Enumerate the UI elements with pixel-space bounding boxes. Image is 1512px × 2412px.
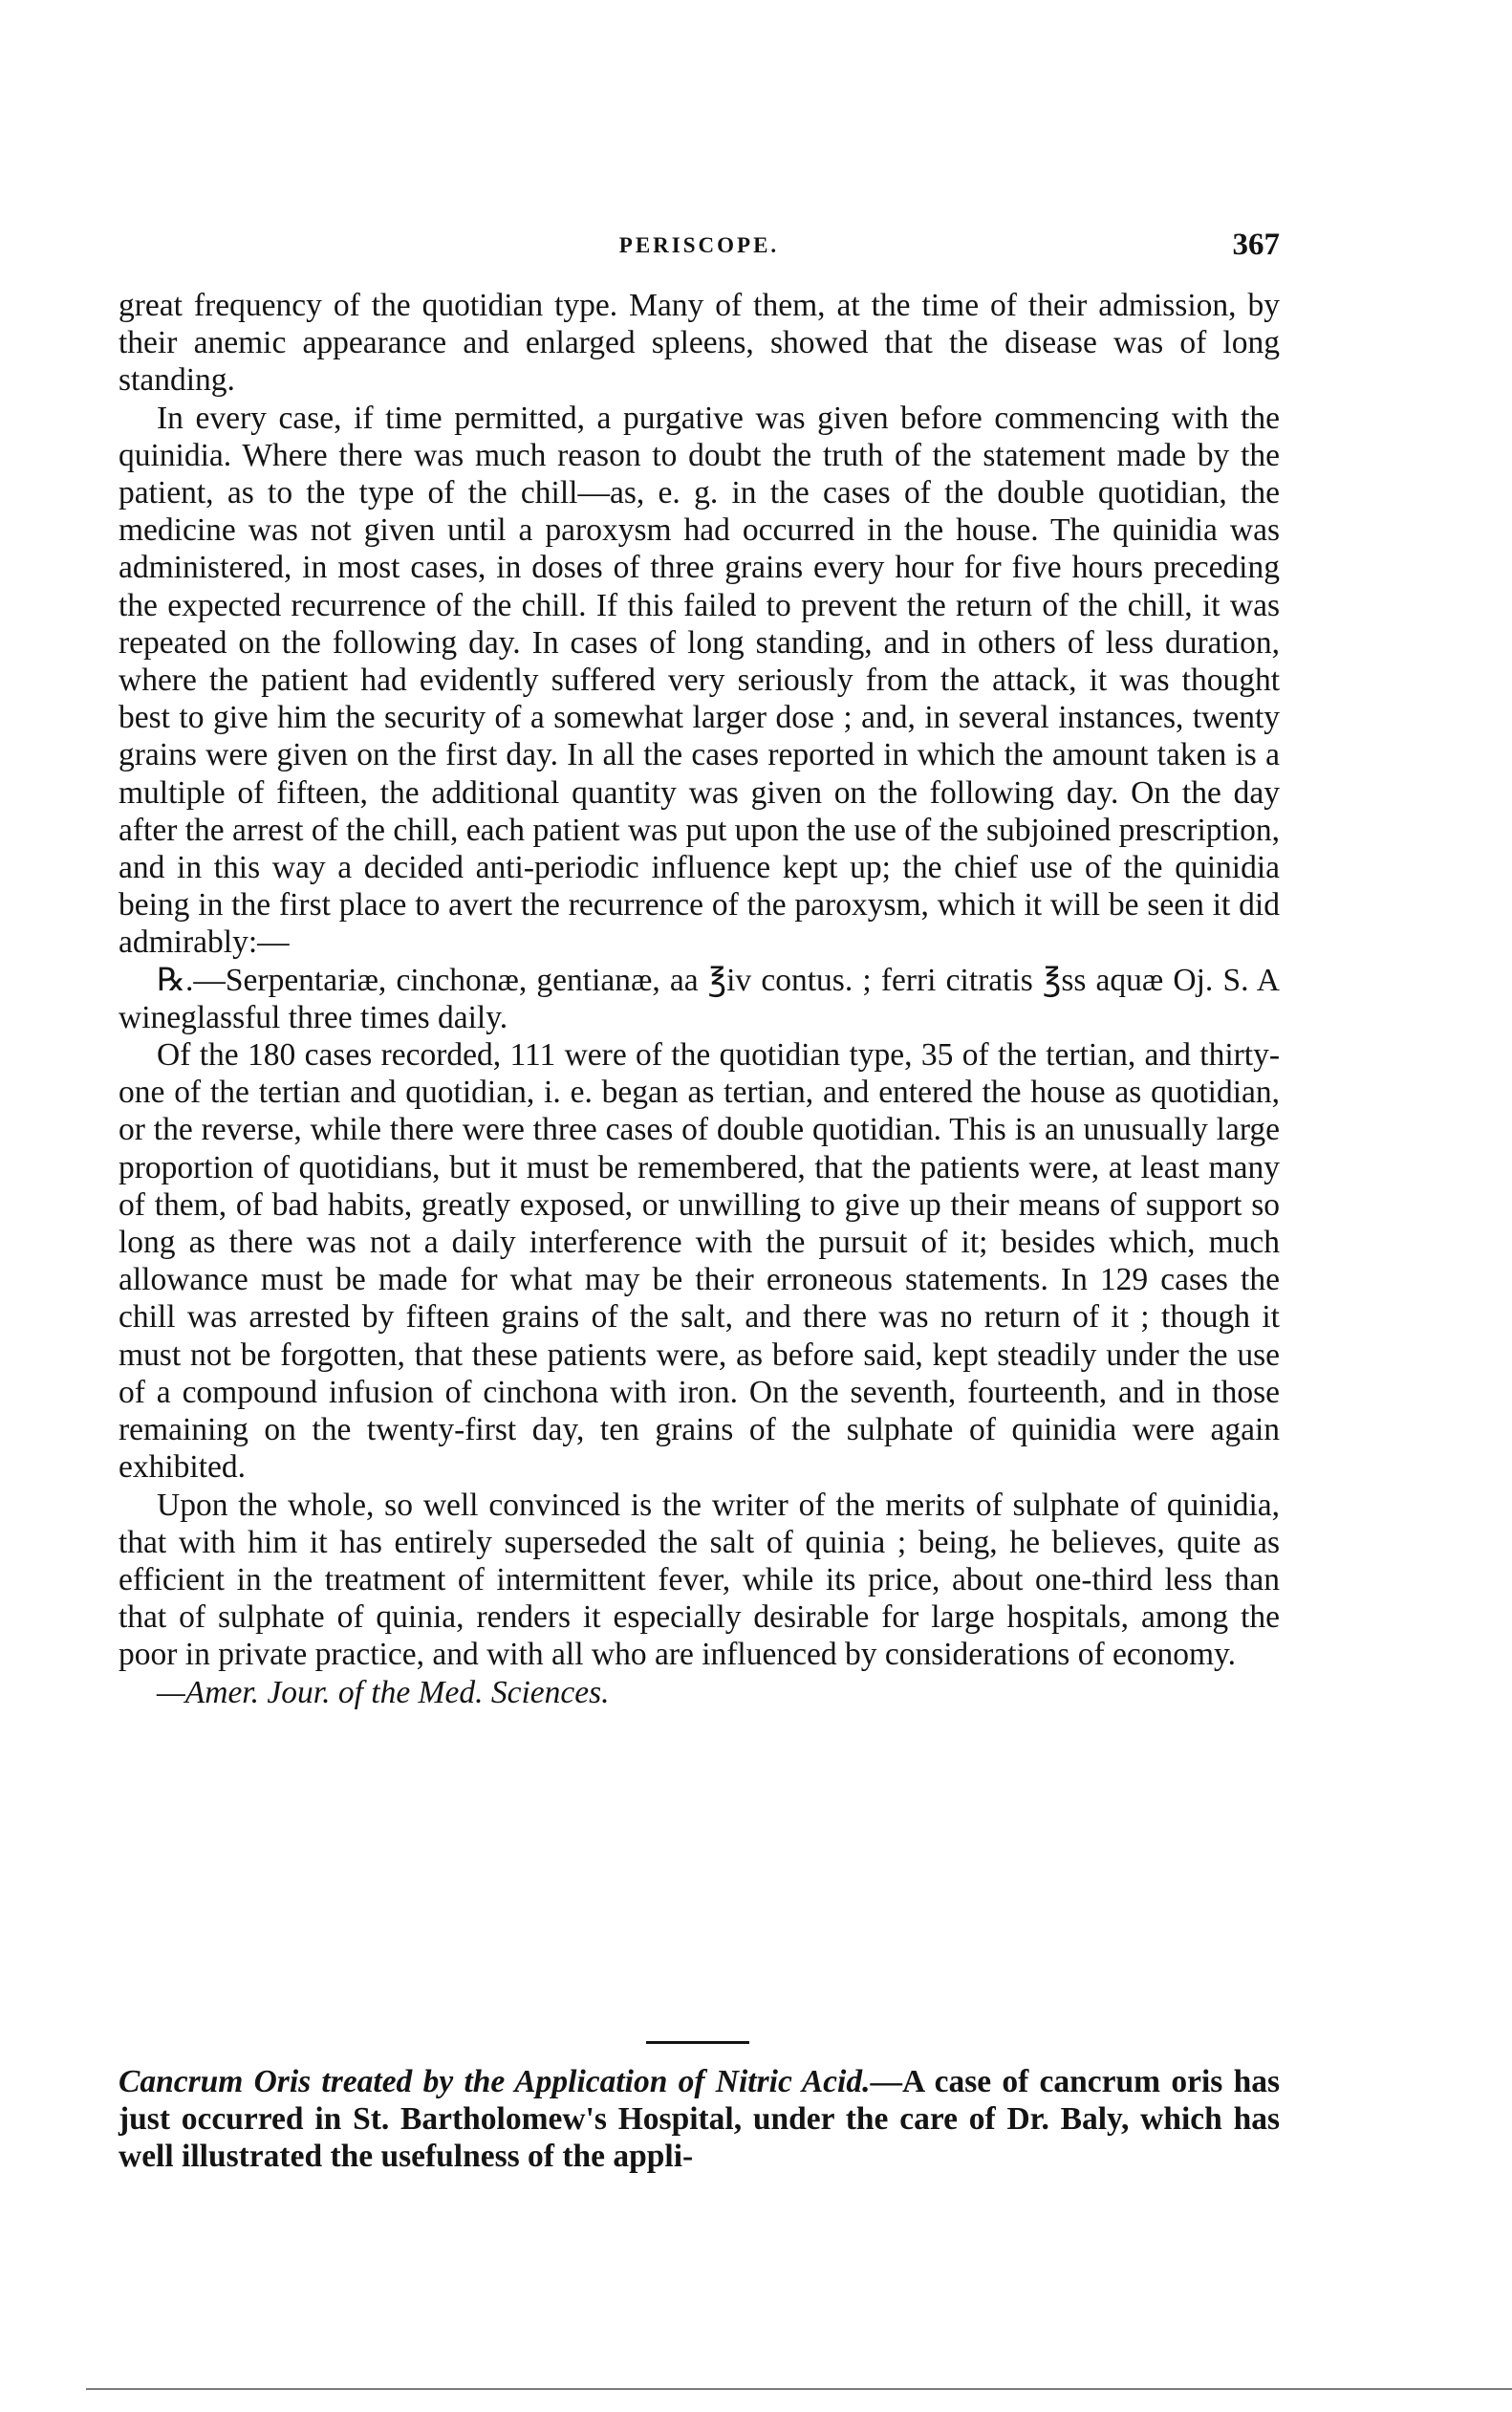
article-body <box>119 287 1280 1711</box>
page-bottom-rule <box>86 2388 1512 2390</box>
running-head: PERISCOPE. <box>618 233 780 257</box>
next-article <box>119 2063 1280 2176</box>
paragraph-conclusion: Upon the whole, so well convinced is the writer of the merits of sulphate of quinidia, that with him it has entirely superseded the salt of quinia ; being, he believes, quite as efficient in the treatment of intermittent fever, while its price, about one-third less than that of sulphate of quinia, renders it especially desirable for large hospitals, among the poor in private practice, and with all who are influenced by considerations of economy. <box>119 1487 1280 1673</box>
paragraph-treatment: In every case, if time permitted, a purgative was given before commencing with the quinidia. Where there was much reason to doubt the truth of the statement made by the patient, as to the type of the chill—as, e. g. in the cases of the double quotidian, the medicine was not given until a paroxysm had occurred in the house. The quinidia was administered, in most cases, in doses of three grains every hour for five hours preceding the expected recurrence of the chill. If this failed to prevent the return of the chill, it was repeated on the following day. In cases of long standing, and in others of less duration, where the patient had evidently suffered very seriously from the attack, it was thought best to give him the security of a somewhat larger dose ; and, in several instances, twenty grains were given on the first day. In all the cases reported in which the amount taken is a multiple of fifteen, the additional quantity was given on the following day. On the day after the arrest of the chill, each patient was put upon the use of the subjoined prescription, and in this way a decided anti-periodic influence kept up; the chief use of the quinidia being in the first place to avert the recurrence of the paroxysm, which it will be seen it did admirably:— <box>119 400 1280 961</box>
next-article-text: —A case of cancrum oris has just occurred in St. Bartholomew's Hospital, under the care of Dr. Baly, which has well illustrated the usefulness of the appli- <box>119 2064 1280 2175</box>
page-number: 367 <box>1232 228 1280 262</box>
page-header <box>119 228 1280 266</box>
paragraph-cases: Of the 180 cases recorded, 111 were of the quotidian type, 35 of the tertian, and thirty-one of the tertian and quotidian, i. e. began as tertian, and entered the house as quotidian, or the reverse, while there were three cases of double quotidian. This is an unusually large proportion of quotidians, but it must be remembered, that the patients were, at least many of them, of bad habits, greatly exposed, or unwilling to give up their means of support so long as there was not a daily interference with the pursuit of it; besides which, much allowance must be made for what may be their erroneous statements. In 129 cases the chill was arrested by fifteen grains of the salt, and there was no return of it ; though it must not be forgotten, that these patients were, as before said, kept steadily under the use of a compound infusion of cinchona with iron. On the seventh, fourteenth, and in those remaining on the twenty-first day, ten grains of the sulphate of quinidia were again exhibited. <box>119 1037 1280 1486</box>
paragraph-continued: great frequency of the quotidian type. Many of them, at the time of their admission, by their anemic appearance and enlarged spleens, showed that the disease was of long standing. <box>119 288 1280 399</box>
paragraph-prescription: ℞.—Serpentariæ, cinchonæ, gentianæ, aa ℥iv contus. ; ferri citratis ℥ss aquæ Oj. S. A wineglassful three times daily. <box>119 962 1280 1035</box>
source-citation: —Amer. Jour. of the Med. Sciences. <box>157 1674 610 1710</box>
section-divider <box>646 2041 749 2044</box>
next-article-title: Cancrum Oris treated by the Application of Nitric Acid. <box>119 2064 871 2099</box>
